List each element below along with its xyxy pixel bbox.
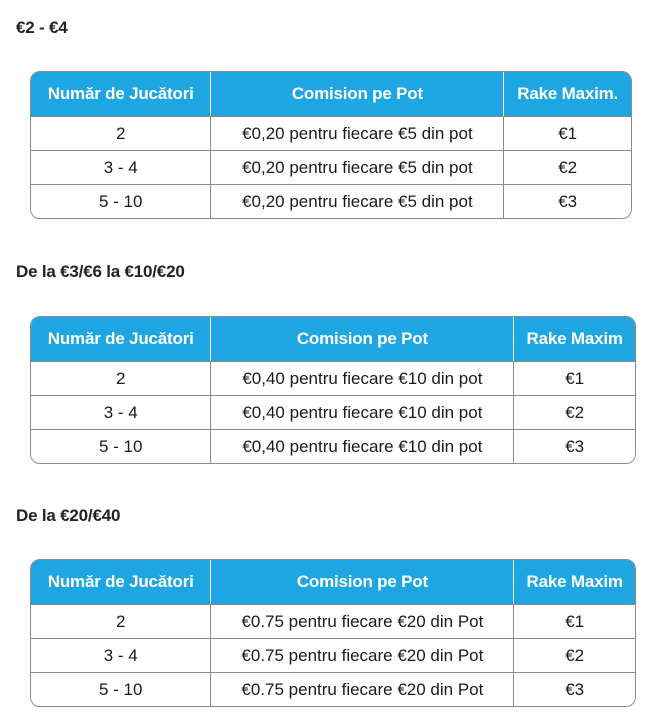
cell-commission: €0.75 pentru fiecare €20 din Pot [210, 638, 513, 672]
cell-commission: €0.75 pentru fiecare €20 din Pot [210, 604, 513, 638]
table-row [31, 604, 635, 638]
table-row [31, 429, 635, 463]
cell-commission: €0,40 pentru fiecare €10 din pot [210, 395, 513, 429]
section-title-2: De la €3/€6 la €10/€20 [16, 262, 185, 281]
table-row [31, 184, 631, 218]
section-title-3: De la €20/€40 [16, 506, 121, 525]
table-row [31, 150, 631, 184]
cell-players: 2 [31, 116, 210, 150]
cell-players: 3 - 4 [31, 395, 210, 429]
header-commission: Comision pe Pot [210, 560, 513, 604]
rake-table-3 [30, 559, 636, 707]
cell-players: 5 - 10 [31, 184, 210, 218]
cell-players: 5 - 10 [31, 429, 210, 463]
header-max-rake: Rake Maxim [513, 560, 635, 604]
cell-commission: €0,20 pentru fiecare €5 din pot [210, 184, 503, 218]
table-row [31, 395, 635, 429]
cell-players: 3 - 4 [31, 150, 210, 184]
table-header-row [31, 72, 631, 116]
header-commission: Comision pe Pot [210, 72, 503, 116]
cell-max-rake: €3 [513, 672, 635, 706]
cell-max-rake: €2 [513, 638, 635, 672]
cell-players: 3 - 4 [31, 638, 210, 672]
cell-max-rake: €1 [513, 604, 635, 638]
cell-players: 5 - 10 [31, 672, 210, 706]
cell-players: 2 [31, 361, 210, 395]
cell-max-rake: €1 [513, 361, 635, 395]
table-row [31, 638, 635, 672]
header-commission: Comision pe Pot [210, 317, 513, 361]
table-header-row [31, 560, 635, 604]
cell-commission: €0,20 pentru fiecare €5 din pot [210, 116, 503, 150]
cell-max-rake: €2 [513, 395, 635, 429]
rake-table-1 [30, 71, 632, 219]
cell-max-rake: €1 [503, 116, 631, 150]
cell-players: 2 [31, 604, 210, 638]
header-max-rake: Rake Maxim [513, 317, 635, 361]
table-row [31, 116, 631, 150]
header-players: Număr de Jucători [31, 72, 210, 116]
cell-max-rake: €2 [503, 150, 631, 184]
table-row [31, 361, 635, 395]
header-players: Număr de Jucători [31, 317, 210, 361]
cell-commission: €0,40 pentru fiecare €10 din pot [210, 361, 513, 395]
rake-table-2 [30, 316, 636, 464]
table-header-row [31, 317, 635, 361]
cell-commission: €0,20 pentru fiecare €5 din pot [210, 150, 503, 184]
cell-max-rake: €3 [503, 184, 631, 218]
cell-commission: €0,40 pentru fiecare €10 din pot [210, 429, 513, 463]
cell-max-rake: €3 [513, 429, 635, 463]
header-players: Număr de Jucători [31, 560, 210, 604]
table-row [31, 672, 635, 706]
header-max-rake: Rake Maxim. [503, 72, 631, 116]
cell-commission: €0.75 pentru fiecare €20 din Pot [210, 672, 513, 706]
section-title-1: €2 - €4 [16, 18, 68, 37]
